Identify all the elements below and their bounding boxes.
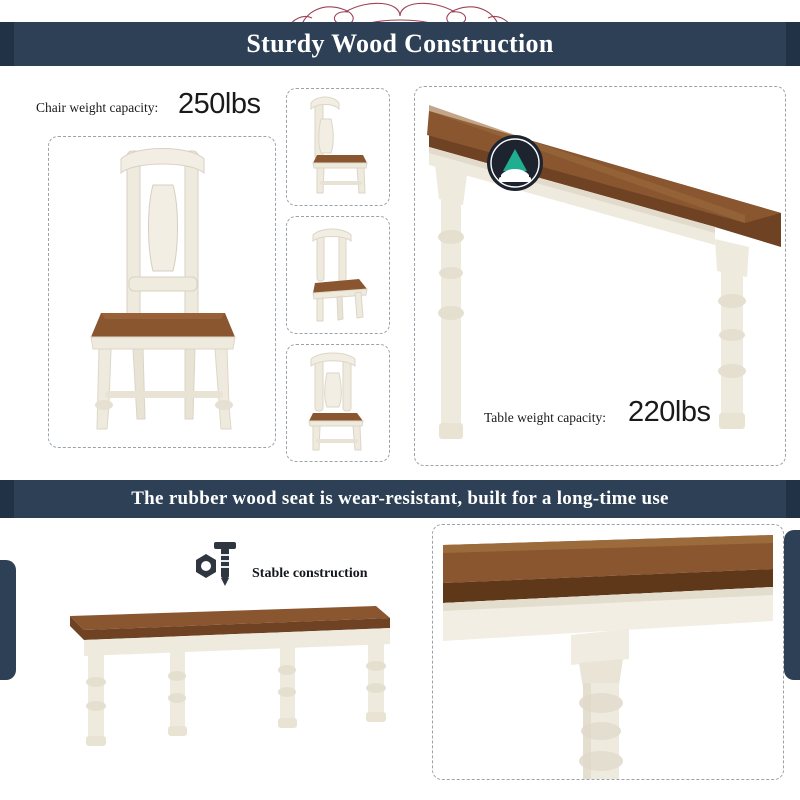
- chair-back-view-panel: [286, 344, 390, 462]
- table-leg-closeup-panel: [432, 524, 784, 780]
- chair-back-view: [287, 345, 389, 461]
- chair-capacity-label: Chair weight capacity:: [36, 100, 159, 115]
- table-leg-closeup: [433, 525, 783, 779]
- table-corner-view: [415, 87, 785, 465]
- chair-front-view: [49, 137, 275, 447]
- bolt-icon: [214, 542, 236, 586]
- page-title: Sturdy Wood Construction: [246, 29, 554, 58]
- subtitle-banner: [0, 480, 800, 518]
- chair-side-view-panel: [286, 88, 390, 206]
- banner-ribbon-right: [786, 22, 800, 66]
- page-title-banner: [0, 22, 800, 66]
- table-corner-view-panel: [414, 86, 786, 466]
- stable-construction-label: Stable construction: [252, 566, 368, 581]
- chair-side-view: [287, 89, 389, 205]
- chair-capacity-value: 250lbs: [178, 88, 261, 120]
- right-edge-accent: [784, 530, 800, 680]
- chair-front-view-panel: [48, 136, 276, 448]
- hex-nut-icon: [196, 554, 216, 578]
- chair-angle-view-panel: [286, 216, 390, 334]
- subbanner-ribbon-left: [0, 480, 14, 518]
- table-capacity-value: 220lbs: [628, 396, 711, 428]
- page-subtitle: The rubber wood seat is wear-resistant, built for a long-time use: [131, 488, 669, 509]
- wood-hand-icon: [487, 135, 543, 191]
- table-capacity-label: Table weight capacity:: [484, 410, 607, 425]
- stable-construction-icon-group: [186, 538, 248, 594]
- chair-angle-view: [287, 217, 389, 333]
- banner-ribbon-left: [0, 22, 14, 66]
- subbanner-ribbon-right: [786, 480, 800, 518]
- table-full-view: [44, 590, 404, 770]
- left-edge-accent: [0, 560, 16, 680]
